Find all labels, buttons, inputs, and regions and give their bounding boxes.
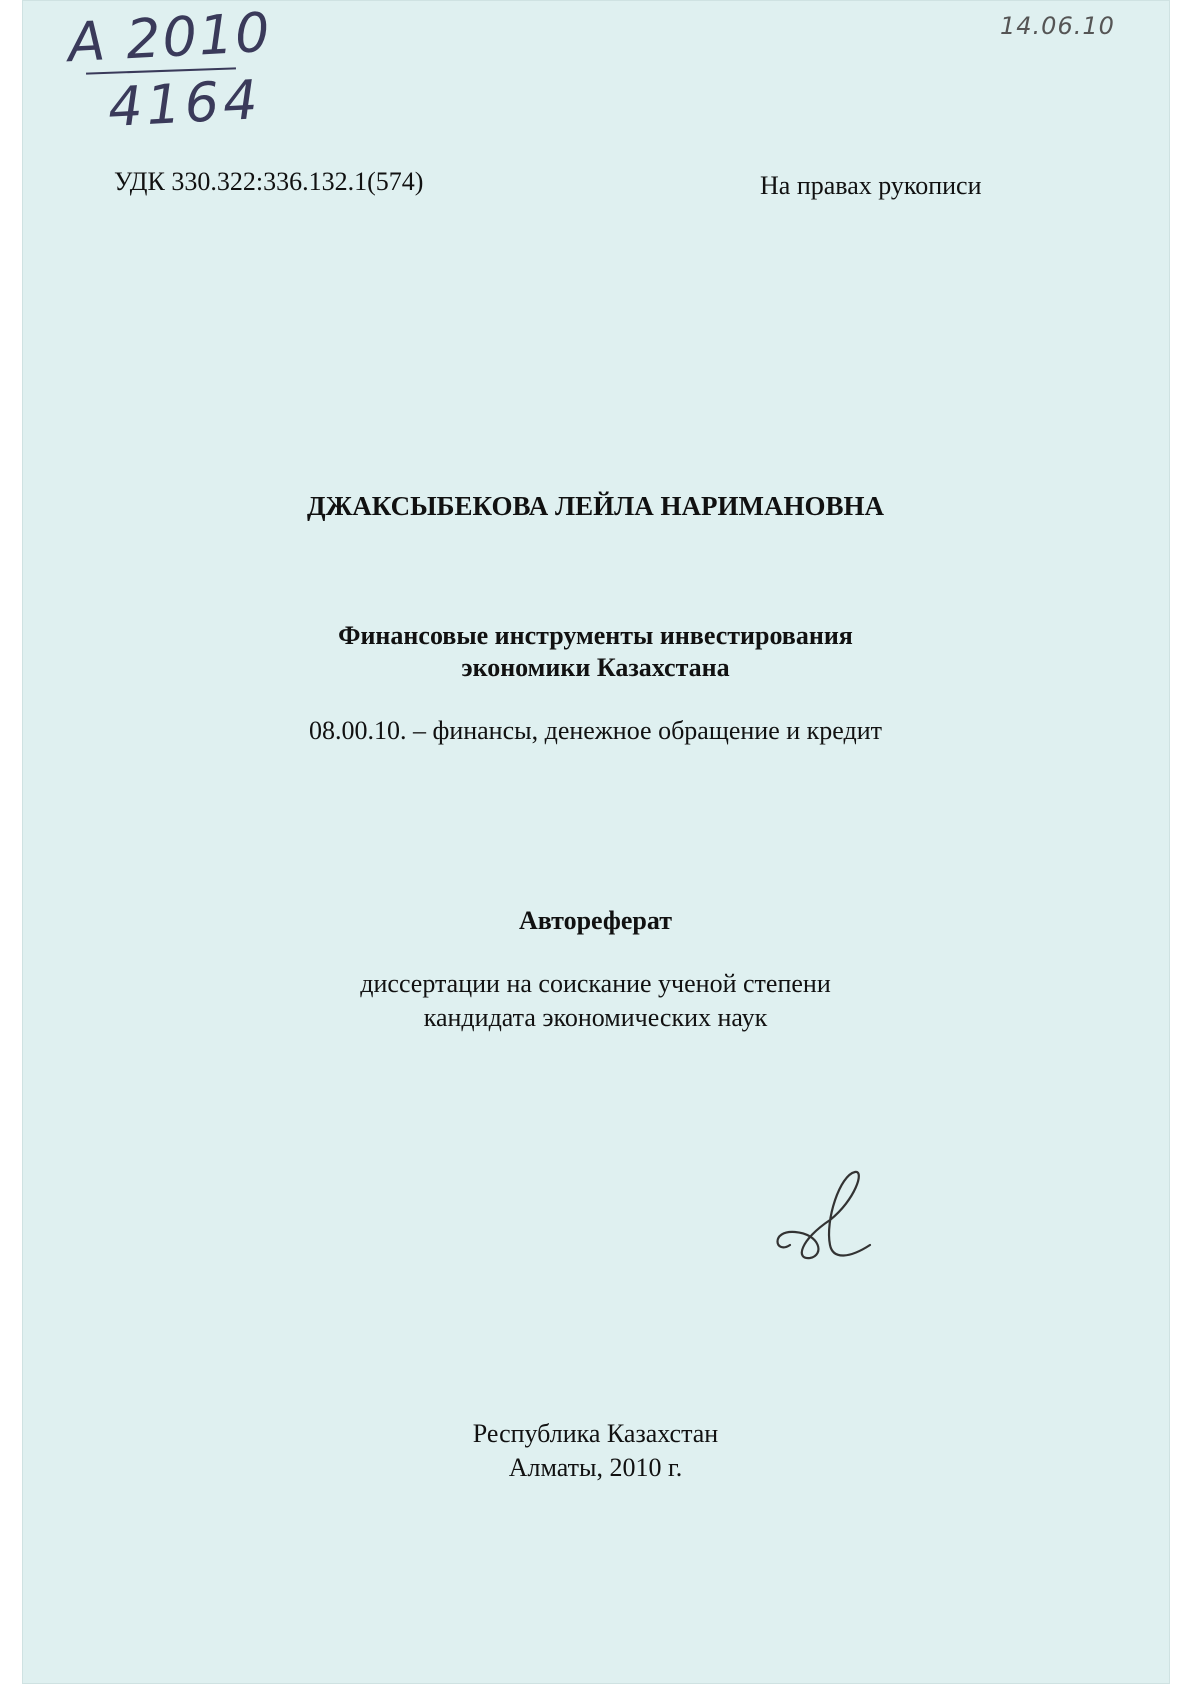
handwritten-accession-bottom: 4164: [106, 68, 263, 139]
dissertation-line-2: кандидата экономических наук: [423, 1003, 768, 1032]
author-name: ДЖАКСЫБЕКОВА ЛЕЙЛА НАРИМАНОВНА: [307, 491, 884, 521]
title-line-1: Финансовые инструменты инвестирования: [338, 621, 853, 650]
place-country: Республика Казахстан: [472, 1419, 719, 1448]
handwritten-date: 14.06.10: [1000, 12, 1115, 40]
rights-note: На правах рукописи: [760, 171, 982, 200]
dissertation-line-1: диссертации на соискание ученой степени: [360, 969, 831, 998]
specialty-code: 08.00.10. – финансы, денежное обращение и кредит: [308, 716, 883, 745]
title-line-2: экономики Казахстана: [461, 653, 730, 682]
place-city-year: Алматы, 2010 г.: [508, 1453, 683, 1482]
udk-code: УДК 330.322:336.132.1(574): [114, 167, 424, 196]
document-type: Автореферат: [518, 906, 672, 935]
signature-mark: [770, 1160, 880, 1270]
handwritten-accession-top: A 2010: [66, 0, 274, 75]
